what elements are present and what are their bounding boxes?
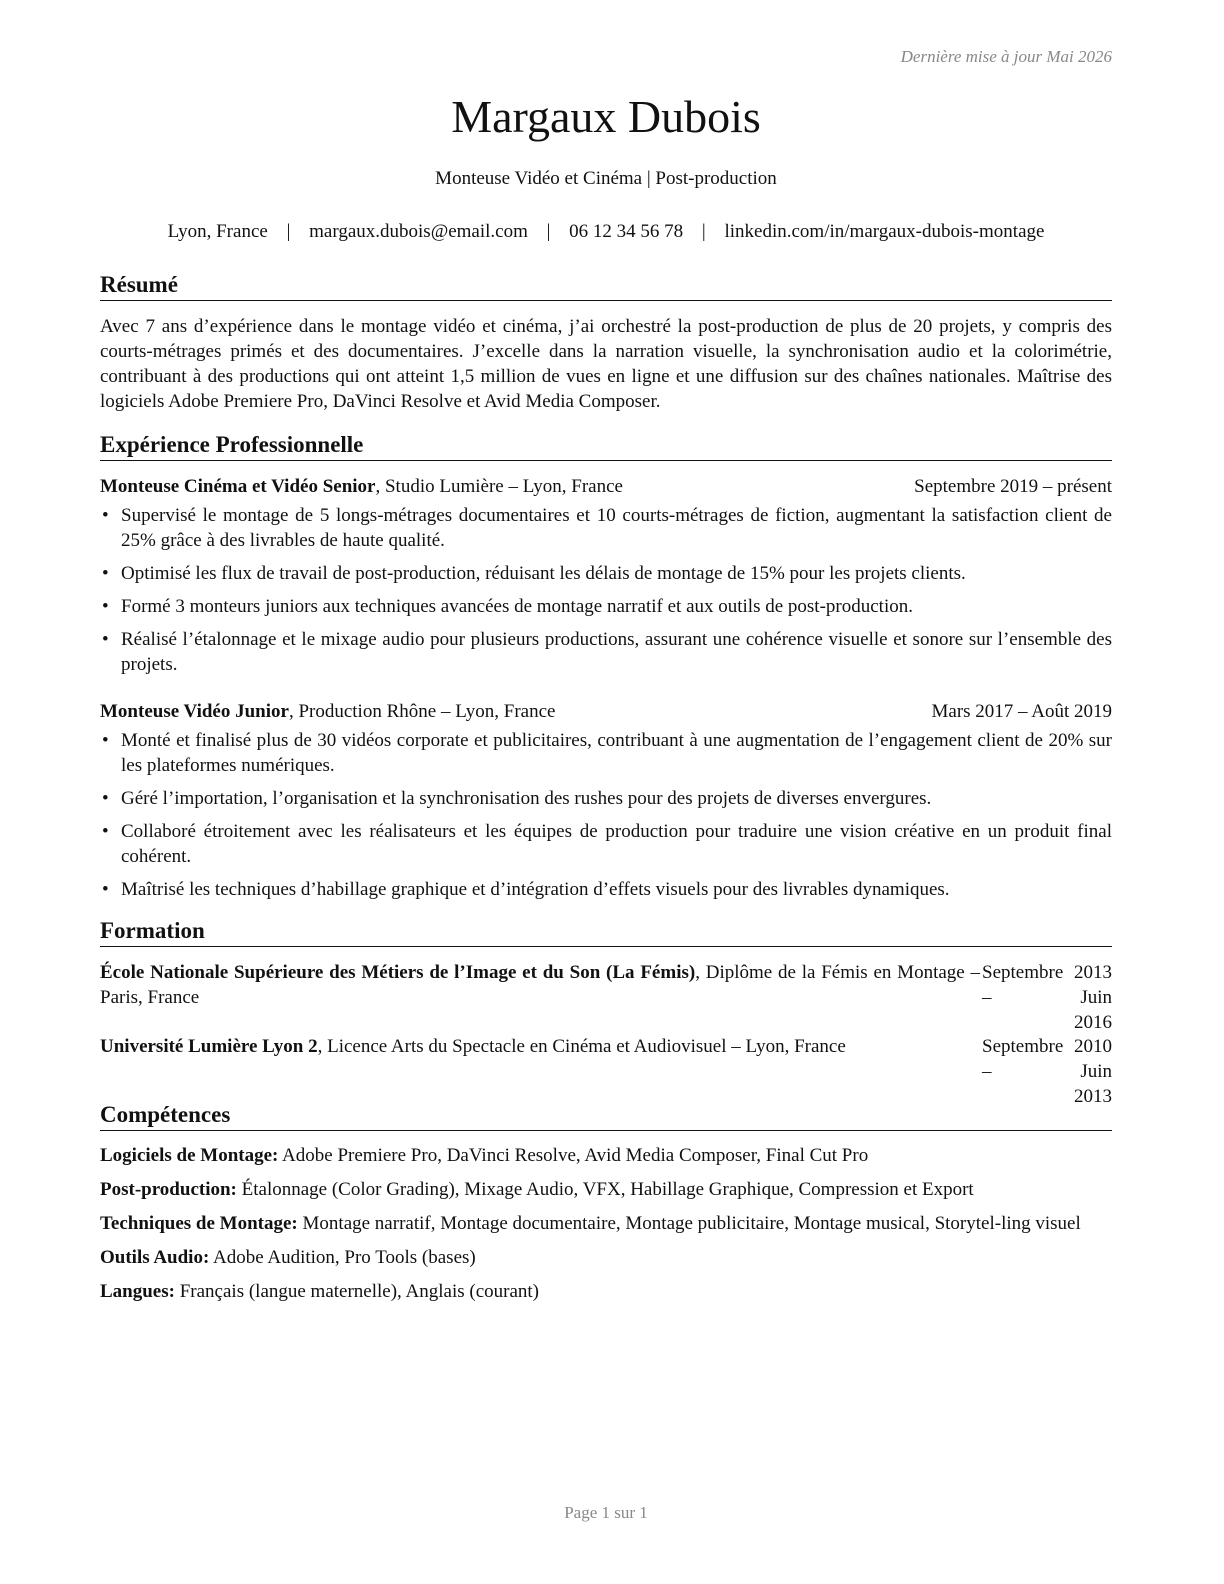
job-header: [100, 699, 1112, 724]
skill-value: Étalonnage (Color Grading), Mixage Audio, VFX, Habillage Graphique, Compression et Export: [236, 1179, 974, 1200]
candidate-name: Margaux Dubois: [451, 91, 761, 142]
skill-label: Post-production:: [100, 1179, 237, 1200]
skill-value: Adobe Audition, Pro Tools (bases): [209, 1247, 476, 1268]
job-role-company: [100, 474, 623, 499]
skill-value: Français (langue maternelle), Anglais (courant): [174, 1281, 539, 1302]
page-number: Page 1 sur 1: [564, 1503, 648, 1522]
skill-line: [100, 1279, 1112, 1304]
job-role-company: [100, 699, 555, 724]
contact-linkedin[interactable]: linkedin.com/in/margaux-dubois-montage: [724, 221, 1045, 242]
skill-label: Langues:: [100, 1281, 175, 1302]
job-role: Monteuse Cinéma et Vidéo Senior: [100, 476, 376, 497]
skill-value: Montage narratif, Montage documentaire, Montage publicitaire, Montage musical, Storytel-ling visuel: [297, 1213, 1081, 1234]
section-title-experience: Expérience Professionnelle: [100, 430, 1112, 461]
skill-line: [100, 1245, 1112, 1270]
contact-phone[interactable]: 06 12 34 56 78: [569, 221, 684, 242]
education-dates-start: Septembre 2013 – Juin: [982, 962, 1112, 1008]
education-description: [100, 1034, 980, 1109]
job-bullet: • Supervisé le montage de 5 longs-métrages documentaires et 10 courts-métrages de fiction, augmentant la satisfaction client de 25% grâce à des livrables de haute qualité.: [100, 503, 1112, 553]
contact-line: [100, 219, 1112, 244]
education-dates-start: Septembre 2010 – Juin: [982, 1036, 1112, 1082]
job-bullet: • Optimisé les flux de travail de post-production, réduisant les délais de montage de 15% pour les projets clients.: [100, 561, 1112, 586]
contact-separator: |: [286, 221, 291, 242]
education-detail: , Diplôme de la Fémis en Montage – Paris, France: [100, 962, 980, 1008]
job-entry: [100, 474, 1112, 685]
job-bullet: • Formé 3 monteurs juniors aux techniques avancées de montage narratif et aux outils de post-production.: [100, 594, 1112, 619]
skill-line: [100, 1211, 1112, 1236]
job-bullet: • Géré l’importation, l’organisation et la synchronisation des rushes pour des projets de diverses envergures.: [100, 786, 1112, 811]
skill-line: [100, 1143, 1112, 1168]
education-dates-end: 2013: [1074, 1086, 1112, 1107]
summary-text: Avec 7 ans d’expérience dans le montage vidéo et cinéma, j’ai orchestré la post-production de plus de 20 projets, y compris des courts-métrages primés et des documentaires. J’excelle dans la narration visuelle, la synchronisation audio et la colorimétrie, contribuant à des productions qui ont atteint 1,5 million de vues en ligne et une diffusion sur des chaînes nationales. Maîtrise des logiciels Adobe Premiere Pro, DaVinci Resolve et Avid Media Composer.: [100, 316, 1112, 412]
skill-label: Logiciels de Montage:: [100, 1145, 279, 1166]
skill-line: [100, 1177, 1112, 1202]
job-role: Monteuse Vidéo Junior: [100, 701, 289, 722]
education-description: [100, 960, 980, 1035]
contact-separator: |: [701, 221, 706, 242]
education-entry: [100, 960, 1112, 1035]
job-header: [100, 474, 1112, 499]
contact-email[interactable]: margaux.dubois@email.com: [309, 221, 528, 242]
education-dates: [982, 1034, 1112, 1109]
skills-list: [100, 1143, 1112, 1313]
skill-label: Techniques de Montage:: [100, 1213, 298, 1234]
contact-location: Lyon, France: [167, 221, 268, 242]
job-company: , Studio Lumière – Lyon, France: [375, 476, 623, 497]
job-bullet: • Collaboré étroitement avec les réalisateurs et les équipes de production pour traduire une vision créative en un produit final cohérent.: [100, 819, 1112, 869]
section-title-skills: Compétences: [100, 1100, 1112, 1131]
job-bullet: • Maîtrisé les techniques d’habillage graphique et d’intégration d’effets visuels pour des livrables dynamiques.: [100, 877, 1112, 902]
skill-value: Adobe Premiere Pro, DaVinci Resolve, Avid Media Composer, Final Cut Pro: [278, 1145, 869, 1166]
last-updated: Dernière mise à jour Mai 2026: [900, 47, 1112, 66]
section-title-education: Formation: [100, 916, 1112, 947]
job-bullets: [100, 503, 1112, 677]
job-dates: Mars 2017 – Août 2019: [931, 701, 1112, 722]
skill-label: Outils Audio:: [100, 1247, 210, 1268]
education-school: École Nationale Supérieure des Métiers de l’Image et du Son (La Fémis): [100, 962, 696, 983]
contact-separator: |: [546, 221, 551, 242]
education-dates-end: 2016: [1074, 1012, 1112, 1033]
job-bullet: • Monté et finalisé plus de 30 vidéos corporate et publicitaires, contribuant à une augmentation de l’engagement client de 20% sur les plateformes numériques.: [100, 728, 1112, 778]
job-bullet: • Réalisé l’étalonnage et le mixage audio pour plusieurs productions, assurant une cohérence visuelle et sonore sur l’ensemble des projets.: [100, 627, 1112, 677]
section-title-summary: Résumé: [100, 270, 1112, 301]
job-title: Monteuse Vidéo et Cinéma | Post-production: [435, 168, 777, 189]
resume-page: [100, 0, 1112, 1584]
education-entry: [100, 1034, 1112, 1109]
job-entry: [100, 699, 1112, 910]
job-dates: Septembre 2019 – présent: [914, 476, 1112, 497]
job-company: , Production Rhône – Lyon, France: [288, 701, 556, 722]
education-school: Université Lumière Lyon 2: [100, 1036, 318, 1057]
education-detail: , Licence Arts du Spectacle en Cinéma et Audiovisuel – Lyon, France: [317, 1036, 846, 1057]
job-bullets: [100, 728, 1112, 902]
education-dates: [982, 960, 1112, 1035]
